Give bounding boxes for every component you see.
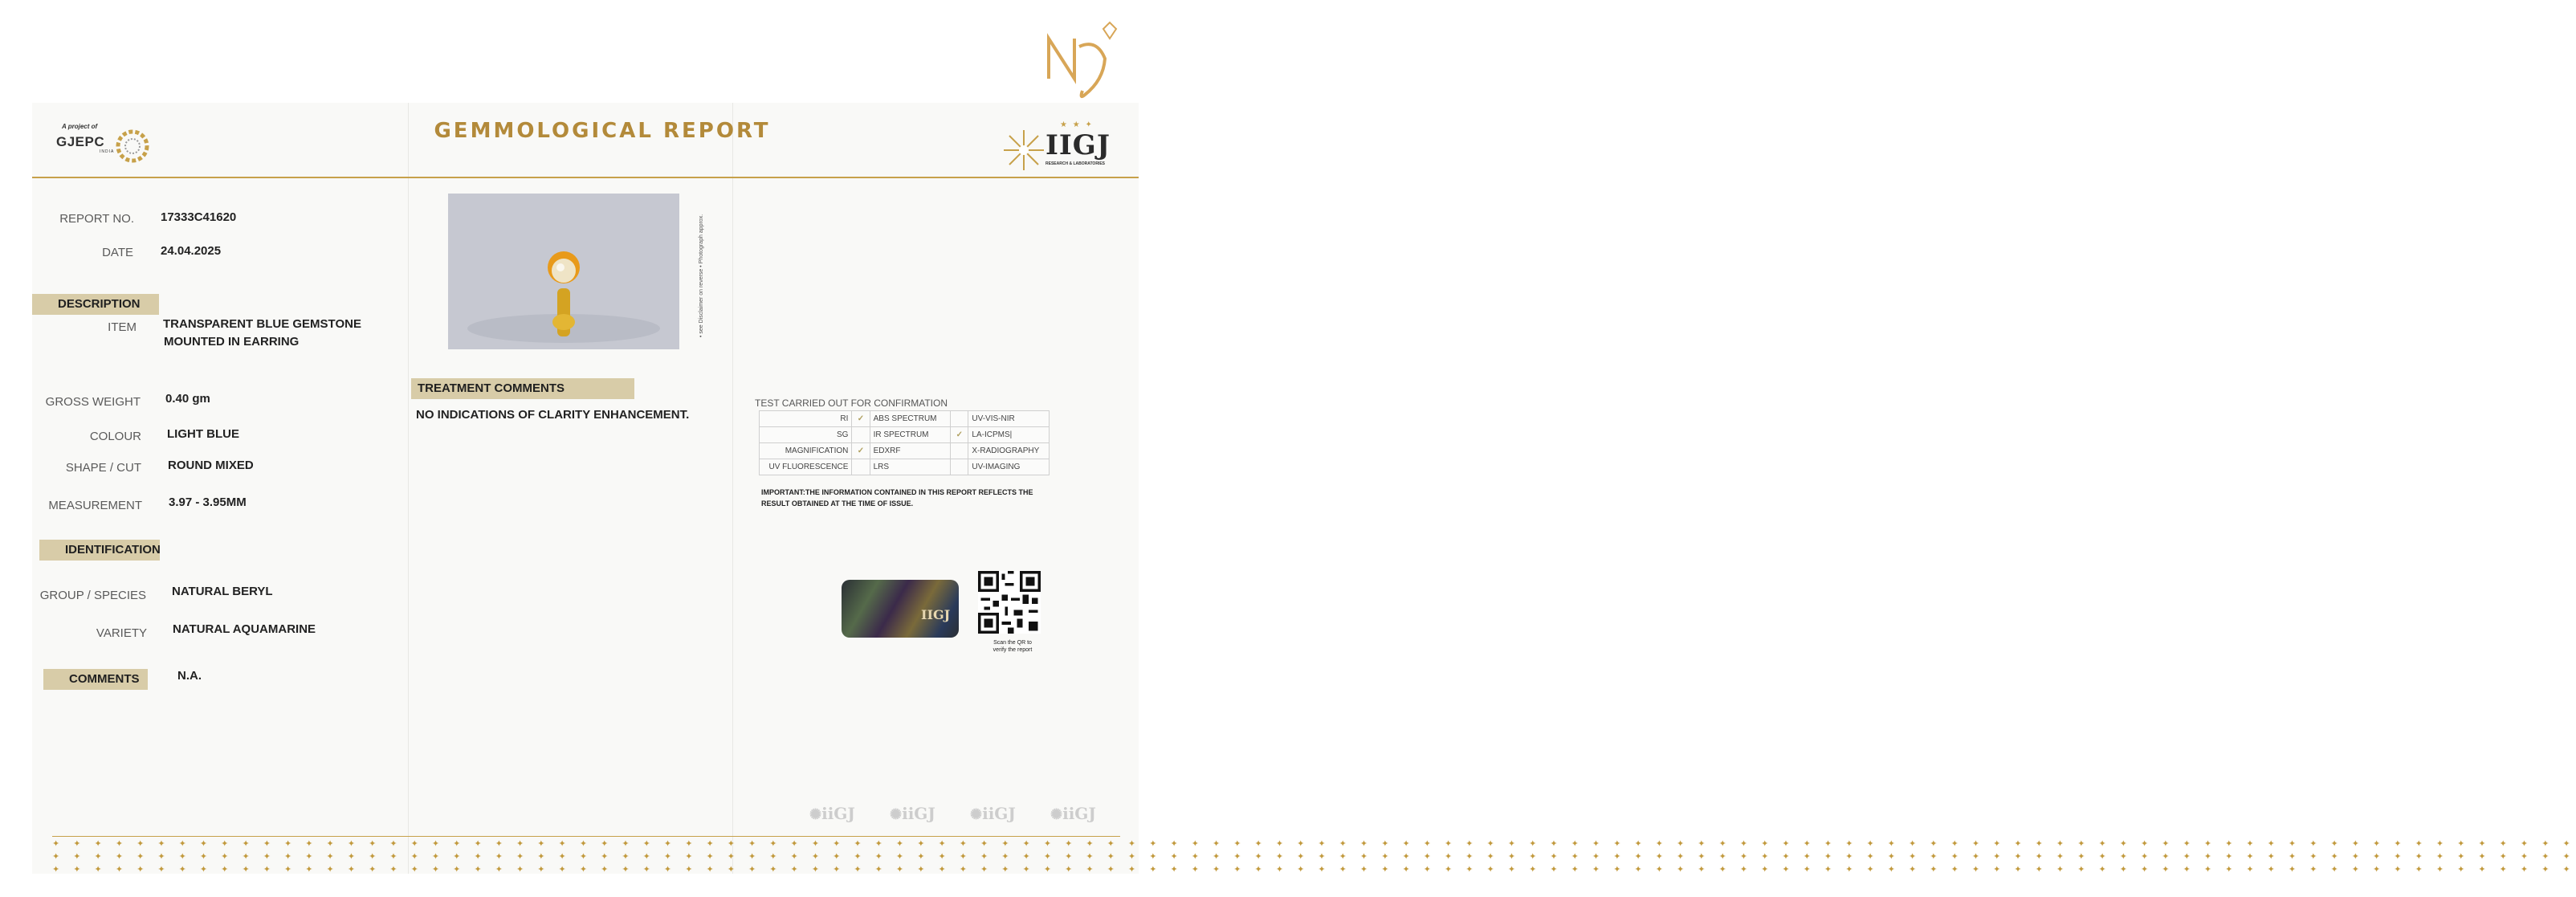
watermark-sun-icon: ✺ <box>809 806 822 823</box>
important-notice <box>761 487 1034 510</box>
test-check: ✓ <box>951 427 968 443</box>
shape-cut-label: SHAPE / CUT <box>65 461 141 475</box>
test-name: SG <box>760 427 852 443</box>
test-check <box>951 443 968 459</box>
test-name: ABS SPECTRUM <box>870 411 951 427</box>
gjepc-country: INDIA <box>100 149 115 154</box>
border-line <box>52 836 1120 837</box>
test-check: ✓ <box>852 443 870 459</box>
test-name: UV-IMAGING <box>968 459 1050 475</box>
test-name: UV FLUORESCENCE <box>760 459 852 475</box>
colour-value: LIGHT BLUE <box>167 427 239 441</box>
test-name: MAGNIFICATION <box>760 443 852 459</box>
comments-heading: COMMENTS <box>43 669 148 690</box>
test-check: ✓ <box>852 411 870 427</box>
iigj-subtitle: RESEARCH & LABORATORIES <box>1045 161 1105 166</box>
decorative-star-border: ✦ ✦ ✦ ✦ ✦ ✦ ✦ ✦ ✦ ✦ ✦ ✦ ✦ ✦ ✦ ✦ ✦ ✦ ✦ ✦ ✦ ✦ ✦ ✦ ✦ ✦ ✦ ✦ ✦ ✦ ✦ ✦ ✦ ✦ ✦ ✦ ✦ ✦ ✦ ✦ ✦ ✦ ✦ ✦ ✦ ✦ ✦ ✦ ✦ ✦ ✦ ✦ ✦ ✦ ✦ ✦ ✦ ✦ ✦ ✦ ✦ ✦ ✦ ✦ ✦ ✦ ✦ ✦ ✦ ✦ ✦ ✦ ✦ ✦ ✦ ✦ ✦ ✦ ✦ ✦ ✦ ✦ ✦ ✦ ✦ ✦ ✦ ✦ ✦ ✦ ✦ ✦ ✦ ✦ ✦ ✦ ✦ ✦ ✦ ✦ ✦ ✦ ✦ ✦ ✦ ✦ ✦ ✦ ✦ ✦ ✦ ✦ ✦ ✦ ✦ ✦ ✦ ✦ ✦ ✦ <box>52 839 2576 849</box>
nj-brand-logo <box>1041 14 1121 104</box>
test-name: IR SPECTRUM <box>870 427 951 443</box>
tests-table <box>759 410 1050 475</box>
watermark-text: iiGJ <box>1062 804 1096 823</box>
group-species-value: NATURAL BERYL <box>172 585 273 598</box>
report-no-value: 17333C41620 <box>161 210 237 224</box>
test-name: LA-ICPMS| <box>968 427 1050 443</box>
iigj-sunburst-icon <box>1001 127 1047 173</box>
watermark-sun-icon: ✺ <box>1050 806 1063 823</box>
watermark-text: iiGJ <box>982 804 1016 823</box>
test-name: EDXRF <box>870 443 951 459</box>
important-label: IMPORTANT: <box>761 488 805 496</box>
gross-weight-label: GROSS WEIGHT <box>45 395 141 409</box>
gjepc-tagline: A project of <box>62 123 98 130</box>
iigj-stars-icon: ★ ★ ✦ <box>1060 120 1094 129</box>
report-title: GEMMOLOGICAL REPORT <box>434 119 771 143</box>
date-value: 24.04.2025 <box>161 244 222 258</box>
test-name: LRS <box>870 459 951 475</box>
gjepc-seal-icon <box>116 129 149 163</box>
date-label: DATE <box>102 246 133 259</box>
tests-row <box>760 459 1050 475</box>
item-label: ITEM <box>108 320 137 334</box>
variety-value: NATURAL AQUAMARINE <box>173 622 316 636</box>
tests-title: TEST CARRIED OUT FOR CONFIRMATION <box>755 398 948 409</box>
test-name: RI <box>760 411 852 427</box>
gjepc-logo-text: GJEPC <box>56 134 105 149</box>
colour-label: COLOUR <box>89 430 141 443</box>
identification-heading: IDENTIFICATION <box>39 540 160 561</box>
treatment-comments-heading: TREATMENT COMMENTS <box>411 378 634 399</box>
hologram-text: IIGJ <box>921 607 951 622</box>
watermark-text: iiGJ <box>821 804 855 823</box>
fold-line <box>408 103 409 874</box>
gross-weight-value: 0.40 gm <box>165 392 210 406</box>
shape-cut-value: ROUND MIXED <box>168 459 254 472</box>
measurement-label: MEASUREMENT <box>48 499 142 512</box>
treatment-comments-text: NO INDICATIONS OF CLARITY ENHANCEMENT. <box>416 408 690 422</box>
watermark-text: iiGJ <box>902 804 935 823</box>
tests-row <box>760 443 1050 459</box>
gemstone-photo <box>448 194 679 349</box>
qr-code[interactable] <box>978 571 1041 634</box>
header-divider <box>32 177 1139 178</box>
qr-caption-line2: verify the report <box>992 647 1033 654</box>
description-heading: DESCRIPTION <box>32 294 159 315</box>
report-no-label: REPORT NO. <box>59 212 134 226</box>
iigj-watermark <box>890 804 960 825</box>
iigj-watermark <box>970 804 1041 825</box>
group-species-label: GROUP / SPECIES <box>39 589 146 602</box>
watermark-sun-icon: ✺ <box>970 806 983 823</box>
decorative-star-border: ✦ ✦ ✦ ✦ ✦ ✦ ✦ ✦ ✦ ✦ ✦ ✦ ✦ ✦ ✦ ✦ ✦ ✦ ✦ ✦ ✦ ✦ ✦ ✦ ✦ ✦ ✦ ✦ ✦ ✦ ✦ ✦ ✦ ✦ ✦ ✦ ✦ ✦ ✦ ✦ ✦ ✦ ✦ ✦ ✦ ✦ ✦ ✦ ✦ ✦ ✦ ✦ ✦ ✦ ✦ ✦ ✦ ✦ ✦ ✦ ✦ ✦ ✦ ✦ ✦ ✦ ✦ ✦ ✦ ✦ ✦ ✦ ✦ ✦ ✦ ✦ ✦ ✦ ✦ ✦ ✦ ✦ ✦ ✦ ✦ ✦ ✦ ✦ ✦ ✦ ✦ ✦ ✦ ✦ ✦ ✦ ✦ ✦ ✦ ✦ ✦ ✦ ✦ ✦ ✦ ✦ ✦ ✦ ✦ ✦ ✦ ✦ ✦ ✦ ✦ ✦ ✦ ✦ ✦ ✦ <box>52 865 2576 875</box>
fold-line <box>732 103 733 874</box>
item-value-line2: MOUNTED IN EARRING <box>164 335 300 349</box>
test-check <box>852 459 870 475</box>
test-check <box>951 459 968 475</box>
decorative-star-border: ✦ ✦ ✦ ✦ ✦ ✦ ✦ ✦ ✦ ✦ ✦ ✦ ✦ ✦ ✦ ✦ ✦ ✦ ✦ ✦ ✦ ✦ ✦ ✦ ✦ ✦ ✦ ✦ ✦ ✦ ✦ ✦ ✦ ✦ ✦ ✦ ✦ ✦ ✦ ✦ ✦ ✦ ✦ ✦ ✦ ✦ ✦ ✦ ✦ ✦ ✦ ✦ ✦ ✦ ✦ ✦ ✦ ✦ ✦ ✦ ✦ ✦ ✦ ✦ ✦ ✦ ✦ ✦ ✦ ✦ ✦ ✦ ✦ ✦ ✦ ✦ ✦ ✦ ✦ ✦ ✦ ✦ ✦ ✦ ✦ ✦ ✦ ✦ ✦ ✦ ✦ ✦ ✦ ✦ ✦ ✦ ✦ ✦ ✦ ✦ ✦ ✦ ✦ ✦ ✦ ✦ ✦ ✦ ✦ ✦ ✦ ✦ ✦ ✦ ✦ ✦ ✦ ✦ ✦ ✦ <box>52 852 2576 862</box>
variety-label: VARIETY <box>96 626 147 640</box>
iigj-watermark <box>1050 804 1121 825</box>
test-name: X-RADIOGRAPHY <box>968 443 1050 459</box>
test-check <box>951 411 968 427</box>
important-text: THE INFORMATION CONTAINED IN THIS REPORT REFLECTS THE RESULT OBTAINED AT THE TIME OF ISSUE. <box>761 488 1033 508</box>
test-name: UV-VIS-NIR <box>968 411 1050 427</box>
watermark-sun-icon: ✺ <box>890 806 903 823</box>
comments-value: N.A. <box>177 669 202 683</box>
item-value-line1: TRANSPARENT BLUE GEMSTONE <box>163 317 361 331</box>
test-check <box>852 427 870 443</box>
qr-caption-line1: Scan the QR to <box>993 640 1032 646</box>
measurement-value: 3.97 - 3.95MM <box>169 495 247 509</box>
photo-disclaimer: • see Disclaimer on reverse • Photograph approx. <box>699 214 704 337</box>
tests-row <box>760 411 1050 427</box>
qr-caption <box>985 639 1040 654</box>
gemmological-report-card <box>32 103 2576 875</box>
tests-row <box>760 427 1050 443</box>
iigj-logo-text: IIGJ <box>1045 129 1111 161</box>
iigj-watermark <box>809 804 880 825</box>
